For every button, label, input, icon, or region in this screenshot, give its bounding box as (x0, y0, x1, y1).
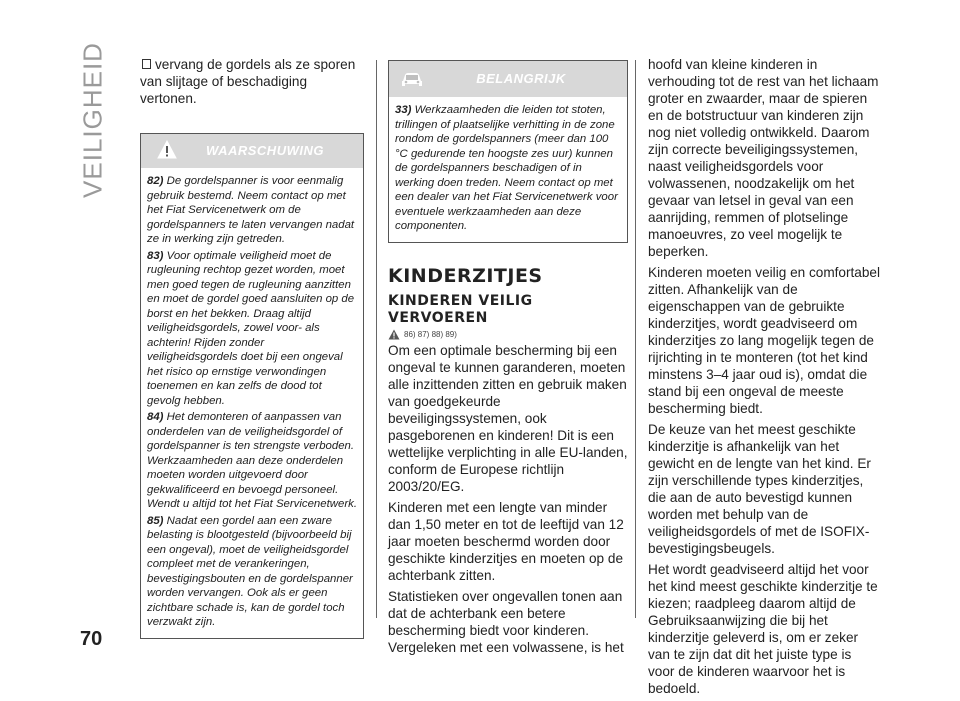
warning-item-text: Nadat een gordel aan een zware belasting is blootgesteld (bijvoorbeeld bij een ongeval), moet de veiligheidsgordel compleet met de verankeringen, bevestigingsbouten en de gordelspanner worden vervangen. Ook als er geen zichtbare schade is, kan de gordel toch verzwakt zijn. (147, 514, 353, 628)
warning-body (141, 168, 363, 638)
column-2 (388, 60, 628, 660)
important-item-text: Werkzaamheden die leiden tot stoten, trillingen of plaatselijke verhitting in de zone rondom de gordelspanners (meer dan 100 °C gedurende ten hoogste zes uur) kunnen de gordelspanners beschadigen of in werking doen treden. Neem contact op met een dealer van het Fiat Servicenetwerk voor eventuele werkzaamheden aan deze componenten. (395, 104, 618, 232)
paragraph: Kinderen met een lengte van minder dan 1,50 meter en tot de leeftijd van 12 jaar moeten beschermd worden door geschikte kinderzitjes en moeten op de achterbank zitten. (388, 499, 624, 583)
section-title-text: VEILIGHEID (77, 42, 108, 198)
warning-item (147, 410, 357, 512)
paragraph: Om een optimale bescherming bij een ongeval te kunnen garanderen, moeten alle inzittenden zitten en gebruik maken van goedgekeurde beveiligingssystemen, ook pasgeborenen en kinderen! Dit is een wettelijke verplichting in alle EU-landen, conform de Europese richtlijn 2003/20/EG. (388, 342, 628, 494)
warning-item-number: 83) (147, 249, 164, 262)
important-header (389, 61, 627, 97)
bullet-paragraph (140, 56, 364, 107)
column-3 (648, 56, 880, 701)
important-item-number: 33) (395, 104, 412, 116)
paragraph: hoofd van kleine kinderen in verhouding tot de rest van het lichaam groter en zwaarder, maar de spieren en de botstructuur van kinderen zijn nog niet volledig ontwikkeld. Daarom zijn correcte beveiligingssystemen, naast veiligheidsgordels voor volwassenen, noodzakelijk om het gevaar van letsel in geval van een aanrijding, remmen of plotselinge manoeuvres, zo veel mogelijk te beperken. (648, 57, 879, 259)
subsection-heading: KINDEREN VEILIG VERVOEREN (388, 292, 533, 326)
warning-item-text: Het demonteren of aanpassen van onderdelen van de veiligheidsgordel of gordelspanner is ten strengste verboden. Werkzaamheden aan deze onderdelen moeten worden uitgevoerd door gekwalificeerd en bevoegd personeel. Wendt u altijd tot het Fiat Servicenetwerk. (147, 411, 357, 510)
reference-markers (388, 329, 628, 340)
important-item (395, 103, 621, 234)
warning-item-number: 85) (147, 514, 164, 527)
bullet-text: vervang de gordels als ze sporen van slijtage of beschadiging vertonen. (140, 57, 356, 106)
important-box (388, 60, 628, 243)
warning-small-icon (388, 329, 400, 340)
paragraph: Het wordt geadviseerd altijd het voor het kind meest geschikte kinderzitje te kiezen; raadpleeg daarom altijd de Gebruiksaanwijzing die bij het kinderzitje geleverd is, om er zeker van te zijn dat dit het juiste type is voor de kinderen waarvoor het is bedoeld. (648, 562, 878, 696)
warning-item-text: De gordelspanner is voor eenmalig gebruik bestemd. Neem contact op met het Fiat Servicenetwerk om de gordelspanners te laten vervangen nadat ze in werking zijn getreden. (147, 175, 355, 245)
bullet-square-icon (142, 59, 151, 69)
column-divider-1 (376, 60, 377, 618)
paragraph: Statistieken over ongevallen tonen aan dat de achterbank een betere bescherming biedt voor kinderen. Vergeleken met een volwassene, is het (388, 588, 624, 655)
warning-box (140, 133, 364, 639)
important-title: BELANGRIJK (476, 71, 566, 86)
warning-item-number: 84) (147, 411, 164, 423)
page-number: 70 (80, 628, 103, 650)
important-body (389, 97, 627, 242)
warning-item-text: Voor optimale veiligheid moet de rugleuning rechtop gezet worden, moet men goed tegen de rugleuning aanzitten en moet de gordel goed aansluiten op de borst en het bekken. Draag altijd veiligheidsgordels, zowel voor- als achterin! Rijden zonder veiligheidsgordels doet bij een ongeval het risico op ernstige verwondingen toenemen en kan zelfs de dood tot gevolg hebben. (147, 249, 355, 407)
column-divider-2 (635, 60, 636, 618)
warning-item (147, 514, 357, 630)
warning-title: WAARSCHUWING (206, 143, 324, 158)
paragraph: Kinderen moeten veilig en comfortabel zitten. Afhankelijk van de eigenschappen van de gebruikte kinderzitjes, wordt geadviseerd om kinderzitjes zo lang mogelijk tegen de rijrichting in te monteren (tot het kind minstens 3–4 jaar oud is), omdat die stand bij een ongeval de meeste bescherming biedt. (648, 265, 880, 416)
paragraph: De keuze van het meest geschikte kinderzitje is afhankelijk van het gewicht en de lengte van het kind. Er zijn verschillende types kinderzitjes, die aan de auto bevestigd kunnen worden met behulp van de veiligheidsgordels of met de ISOFIX-bevestigingsbeugels. (648, 422, 871, 556)
warning-item (147, 249, 357, 409)
column-1 (140, 56, 364, 639)
warning-header (141, 134, 363, 168)
reference-numbers: 86) 87) 88) 89) (404, 329, 457, 339)
warning-item-number: 82) (147, 175, 164, 187)
section-heading: KINDERZITJES (388, 264, 543, 287)
section-title-vertical (77, 42, 108, 198)
warning-item (147, 174, 357, 247)
